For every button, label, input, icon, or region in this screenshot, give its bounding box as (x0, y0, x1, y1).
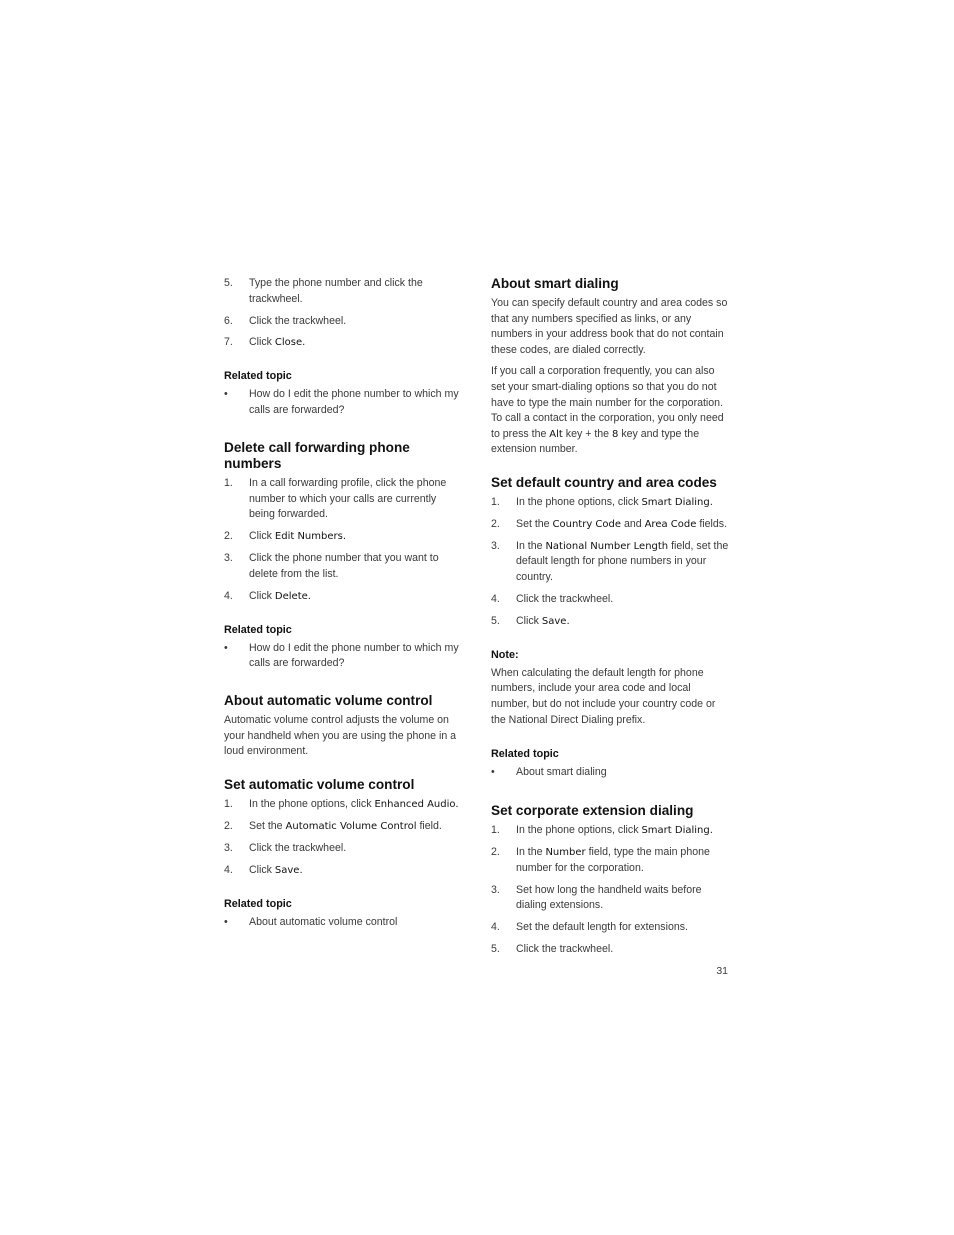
list-item: 1. In the phone options, click Smart Dialing. (491, 824, 713, 837)
list-item: 1. In the phone options, click Enhanced Audio. (224, 798, 459, 811)
set-default-codes-heading: Set default country and area codes (491, 474, 717, 490)
list-item: 1. In the phone options, click Smart Dialing. (491, 495, 713, 508)
list-item: 5. Click Save. (491, 614, 570, 627)
ui-label-country-code: Country Code (552, 518, 622, 530)
list-item: 2. Set the Automatic Volume Control field. (224, 819, 442, 832)
ui-label-save: Save. (541, 615, 570, 627)
page-number: 31 (716, 965, 728, 977)
related-topic-link: About smart dialing (516, 766, 607, 779)
key-8: 8 (612, 428, 619, 440)
related-topic-link: About automatic volume control (249, 915, 398, 928)
ui-label-avc-field: Automatic Volume Control (285, 820, 417, 832)
list-item: 6. Click the trackwheel. (224, 314, 347, 327)
ui-label-close: Close. (274, 337, 306, 349)
related-topic-heading: Related topic (224, 623, 292, 636)
ui-label-smart-dialing: Smart Dialing. (641, 825, 713, 837)
list-item: 7. Click Close. (224, 336, 306, 349)
ui-label-enhanced-audio: Enhanced Audio. (374, 799, 459, 811)
ui-label-delete: Delete. (274, 590, 311, 602)
ui-label-smart-dialing: Smart Dialing. (641, 496, 713, 508)
related-topic-item (491, 765, 731, 781)
delete-steps-list (224, 476, 464, 604)
set-avc-steps-list (224, 797, 464, 878)
ui-label-national-number-length: National Number Length (545, 540, 669, 552)
list-item: 2. Set the Country Code and Area Code fields. (491, 517, 728, 530)
key-alt: Alt (549, 428, 563, 440)
about-smart-dialing-paragraph-2: If you call a corporation frequently, you can also set your smart-dialing options so that you do not have to type the main number for the corporation. To call a contact in the corporation, you only need to press the Alt key + the 8 key and type the extension number. (491, 365, 724, 456)
list-item: 5. Type the phone number and click the trackwheel. (224, 277, 423, 305)
related-topic-item (224, 641, 464, 672)
set-avc-heading: Set automatic volume control (224, 777, 415, 793)
about-avc-heading: About automatic volume control (224, 693, 433, 709)
about-smart-dialing-heading: About smart dialing (491, 276, 619, 291)
ui-label-edit-numbers: Edit Numbers. (274, 531, 347, 543)
list-item: 1. In a call forwarding profile, click the phone number to which your calls are currently being forwarded. (224, 476, 447, 521)
related-topic-heading: Related topic (491, 748, 559, 761)
bullet: • (224, 641, 228, 654)
related-topic-heading: Related topic (224, 370, 292, 383)
list-item: 3. Set how long the handheld waits before dialing extensions. (491, 883, 702, 912)
top-steps-list (224, 276, 464, 351)
note-paragraph: When calculating the default length for phone numbers, include your area code and local number, but do not include your country code or the National Direct Dialing prefix. (491, 666, 716, 726)
ui-label-save: Save. (274, 864, 303, 876)
related-topic-item (224, 387, 464, 418)
list-item: 4. Click Save. (224, 863, 303, 876)
related-topic-item (224, 915, 464, 931)
right-column (491, 276, 731, 964)
delete-forwarding-heading: Delete call forwarding phone numbers (224, 439, 410, 471)
set-corporate-extension-heading: Set corporate extension dialing (491, 803, 694, 819)
list-item: 3. Click the trackwheel. (224, 841, 347, 854)
set-default-steps-list (491, 495, 731, 630)
list-item: 3. Click the phone number that you want to delete from the list. (224, 552, 439, 580)
list-item: 4. Set the default length for extensions. (491, 921, 688, 934)
list-item: 4. Click the trackwheel. (491, 593, 614, 606)
list-item: 3. In the National Number Length field, set the default length for phone numbers in your country. (491, 539, 729, 584)
note-heading: Note: (491, 648, 519, 661)
list-item: 2. Click Edit Numbers. (224, 530, 347, 543)
left-column (224, 276, 464, 936)
set-corp-steps-list (491, 823, 731, 958)
about-smart-dialing-paragraph-1: You can specify default country and area codes so that any numbers specified as links, or any numbers in your address book that do not contain these codes, are dialed correctly. (491, 297, 728, 356)
bullet: • (224, 915, 228, 928)
about-avc-paragraph: Automatic volume control adjusts the volume on your handheld when you are using the phone in a loud environment. (224, 714, 457, 758)
list-item: 5. Click the trackwheel. (491, 943, 614, 956)
bullet: • (491, 766, 495, 779)
ui-label-area-code: Area Code (644, 518, 697, 530)
ui-label-number: Number (545, 846, 586, 858)
list-item: 4. Click Delete. (224, 589, 311, 602)
related-topic-heading: Related topic (224, 897, 292, 910)
list-item: 2. In the Number field, type the main phone number for the corporation. (491, 845, 710, 874)
bullet: • (224, 388, 228, 401)
related-topic-link: How do I edit the phone number to which my calls are forwarded? (249, 641, 459, 670)
related-topic-link: How do I edit the phone number to which my calls are forwarded? (249, 388, 459, 417)
